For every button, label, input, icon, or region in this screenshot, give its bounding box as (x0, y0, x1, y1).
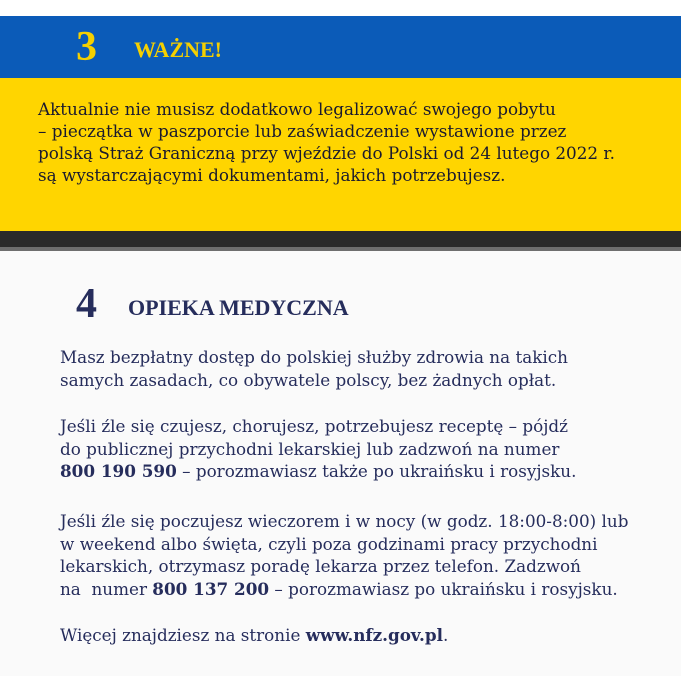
paragraph-text: – porozmawiasz także po ukraińsku i rosyjsku. (176, 461, 577, 481)
paragraph-text: Więcej znajdziesz na stronie (60, 625, 306, 645)
night-phone-number[interactable]: 800 137 200 (152, 578, 270, 599)
paragraph-night-care (60, 510, 672, 600)
section-number: 4 (76, 281, 97, 327)
divider (0, 231, 681, 247)
notice-line: – pieczątka w paszporcie lub zaświadczenie wystawione przez (38, 121, 567, 141)
paragraph-line (60, 460, 672, 483)
paragraph-text: . (442, 625, 449, 645)
nfz-website-link[interactable]: www.nfz.gov.pl (305, 625, 443, 645)
section-title: WAŻNE! (134, 37, 223, 62)
section-title: OPIEKA MEDYCZNA (128, 295, 349, 320)
paragraph-line: w weekend albo święta, czyli poza godzinami pracy przychodni (60, 533, 598, 554)
notice-line: są wystarczającymi dokumentami, jakich potrzebujesz. (38, 165, 506, 185)
paragraph-line: do publicznej przychodni lekarskiej lub zadzwoń na numer (60, 438, 560, 459)
paragraph-line: lekarskich, otrzymasz poradę lekarza przez telefon. Zadzwoń (60, 556, 581, 576)
paragraph-line: samych zasadach, co obywatele polscy, bez żadnych opłat. (60, 369, 557, 390)
important-banner (0, 16, 681, 78)
clinic-phone-number[interactable]: 800 190 590 (60, 461, 177, 481)
medical-care-section (0, 251, 681, 676)
important-notice (0, 78, 681, 231)
paragraph-line: Jeśli źle się poczujesz wieczorem i w nocy (w godz. 18:00-8:00) lub (60, 511, 629, 531)
paragraph-free-access (60, 346, 672, 391)
paragraph-line (60, 578, 672, 601)
paragraph-line: Jeśli źle się czujesz, chorujesz, potrzebujesz receptę – pójdź (60, 416, 569, 436)
notice-text (38, 98, 674, 186)
notice-line: polską Straż Graniczną przy wjeździe do Polski od 24 lutego 2022 r. (38, 143, 615, 163)
paragraph-line: Masz bezpłatny dostęp do polskiej służby zdrowia na takich (60, 347, 568, 367)
paragraph-clinic (60, 415, 672, 483)
paragraph-text: – porozmawiasz po ukraińsku i rosyjsku. (269, 578, 618, 599)
paragraph-text: na numer (60, 578, 153, 599)
section-number: 3 (76, 24, 97, 70)
paragraph-more-info (60, 624, 672, 647)
notice-line: Aktualnie nie musisz dodatkowo legalizować swojego pobytu (38, 99, 556, 119)
